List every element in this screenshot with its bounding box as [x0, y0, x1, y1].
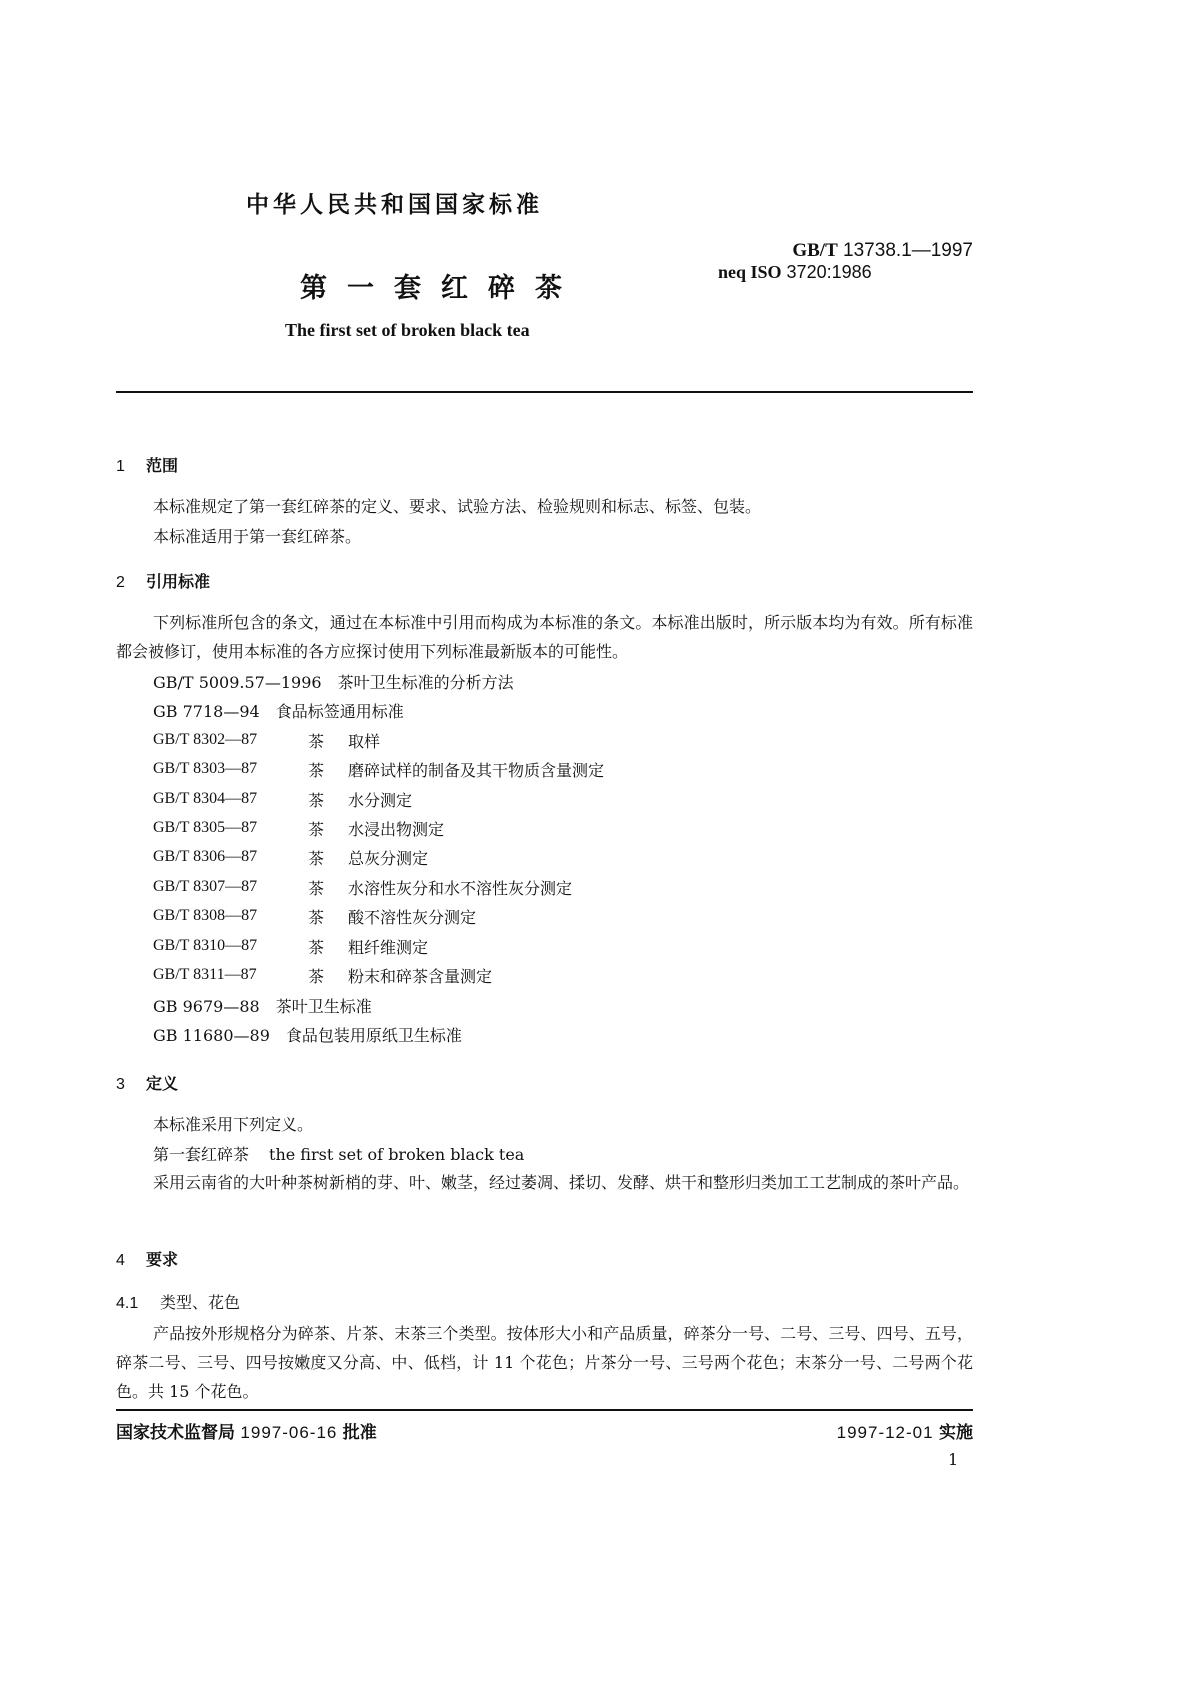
page-number: 1	[948, 1450, 959, 1469]
reference-title: 粉末和碎茶含量测定	[348, 967, 493, 986]
reference-code: GB/T 8306—87	[153, 848, 258, 865]
reference-code: GB/T 8303—87	[153, 760, 258, 777]
reference-title: 磨碎试样的制备及其干物质含量测定	[348, 761, 605, 780]
reference-item	[153, 935, 429, 957]
document-title: 第一套红碎茶	[300, 273, 582, 304]
section-title: 引用标准	[146, 572, 211, 591]
approval-label: 批准	[342, 1423, 377, 1443]
reference-item	[153, 817, 445, 839]
subsection-4-1-heading	[116, 1290, 240, 1313]
reference-title: 水浸出物测定	[348, 820, 445, 839]
section-number: 4	[116, 1252, 125, 1269]
reference-title: 粗纤维测定	[348, 938, 429, 957]
effective-label: 实施	[939, 1423, 973, 1443]
reference-title: 水溶性灰分和水不溶性灰分测定	[348, 879, 573, 898]
paragraph: 本标准规定了第一套红碎茶的定义、要求、试验方法、检验规则和标志、标签、包装。	[153, 497, 762, 516]
term-chinese: 第一套红碎茶	[153, 1145, 250, 1164]
reference-title: 酸不溶性灰分测定	[348, 908, 477, 927]
header-divider	[116, 391, 973, 393]
reference-code: GB/T 8305—87	[153, 819, 258, 836]
section-number: 2	[116, 574, 125, 591]
term-definition	[153, 1140, 524, 1169]
reference-code: GB/T 8308—87	[153, 907, 258, 924]
reference-item	[153, 729, 381, 751]
subsection-number: 4.1	[116, 1295, 139, 1312]
section-title: 范围	[146, 456, 179, 475]
section-title: 定义	[146, 1074, 179, 1093]
reference-item	[153, 846, 429, 868]
reference-item: GB 11680—89 食品包装用原纸卫生标准	[153, 1026, 462, 1045]
equivalent-standard	[718, 262, 872, 283]
section-number: 1	[116, 458, 125, 475]
section-1-heading	[116, 453, 178, 476]
paragraph: 下列标准所包含的条文，通过在本标准中引用而构成为本标准的条文。本标准出版时，所示版本均为有效。所有标准都会被修订，使用本标准的各方应探讨使用下列标准最新版本的可能性。	[116, 613, 973, 661]
section-title: 要求	[146, 1250, 179, 1269]
approval-date: 1997-06-16	[240, 1423, 338, 1442]
reference-code: GB/T 8302—87	[153, 731, 258, 748]
document-title-english: The first set of broken black tea	[285, 320, 530, 340]
paragraph: 采用云南省的大叶种茶树新梢的芽、叶、嫩茎，经过萎凋、揉切、发酵、烘干和整形归类加工工艺制成的茶叶产品。	[153, 1173, 970, 1192]
reference-code: GB/T 8304—87	[153, 790, 258, 807]
code-number: 13738.1—1997	[843, 240, 973, 261]
paragraph: 本标准适用于第一套红碎茶。	[153, 527, 362, 546]
reference-item	[153, 876, 573, 898]
reference-item: GB 9679—88 茶叶卫生标准	[153, 997, 372, 1016]
section-2-heading	[116, 569, 210, 592]
subsection-title: 类型、花色	[160, 1293, 241, 1312]
code-prefix: GB/T	[792, 240, 838, 261]
reference-code: GB/T 8310—87	[153, 937, 258, 954]
reference-title: 总灰分测定	[348, 849, 429, 868]
standard-code	[792, 240, 973, 262]
reference-category: 茶	[308, 791, 325, 810]
reference-category: 茶	[308, 879, 325, 898]
effective-line	[837, 1418, 973, 1443]
approving-authority: 国家技术监督局	[116, 1423, 235, 1443]
reference-item: GB/T 5009.57—1996 茶叶卫生标准的分析方法	[153, 673, 514, 692]
reference-title: 取样	[348, 732, 381, 751]
reference-category: 茶	[308, 908, 325, 927]
reference-item	[153, 788, 413, 810]
reference-code: GB/T 8307—87	[153, 878, 258, 895]
reference-category: 茶	[308, 849, 325, 868]
reference-title: 水分测定	[348, 791, 413, 810]
section-number: 3	[116, 1076, 125, 1093]
standard-type-heading: 中华人民共和国国家标准	[246, 192, 543, 218]
reference-category: 茶	[308, 967, 325, 986]
paragraph: 产品按外形规格分为碎茶、片茶、末茶三个类型。按体形大小和产品质量，碎茶分一号、二号、三号、四号、五号，碎茶二号、三号、四号按嫩度又分高、中、低档，计 11 个花色；片茶分一号、三号两个花色；末茶分一号、二号两个花色。共 15 个花色。	[116, 1324, 973, 1401]
reference-category: 茶	[308, 820, 325, 839]
reference-category: 茶	[308, 938, 325, 957]
neq-prefix: neq ISO	[718, 262, 782, 282]
reference-item	[153, 905, 477, 927]
reference-item	[153, 758, 605, 780]
section-4-heading	[116, 1247, 178, 1270]
term-english: the first set of broken black tea	[269, 1145, 525, 1164]
reference-code: GB/T 8311—87	[153, 966, 257, 983]
reference-category: 茶	[308, 761, 325, 780]
neq-number: 3720:1986	[786, 262, 872, 282]
reference-item: GB 7718—94 食品标签通用标准	[153, 702, 404, 721]
reference-item	[153, 964, 493, 986]
approval-line	[116, 1418, 377, 1443]
footer-divider	[116, 1409, 973, 1411]
paragraph: 本标准采用下列定义。	[153, 1115, 314, 1134]
effective-date: 1997-12-01	[836, 1423, 934, 1442]
section-3-heading	[116, 1071, 178, 1094]
reference-category: 茶	[308, 732, 325, 751]
